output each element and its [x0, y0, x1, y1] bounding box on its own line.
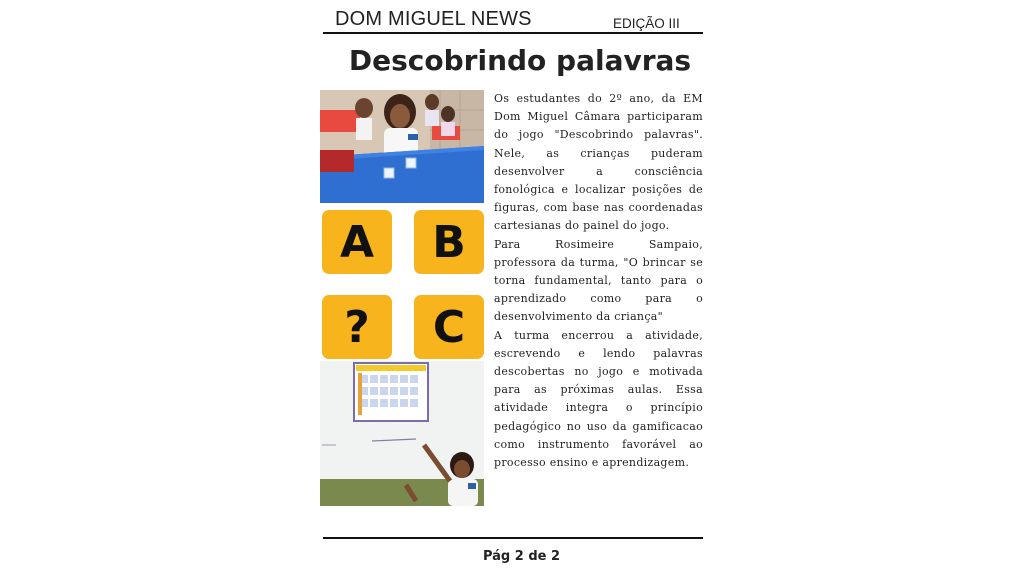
- letter-tile-c: C: [414, 295, 484, 359]
- letter-tile-question: ?: [322, 295, 392, 359]
- edition-label: EDIÇÃO III: [613, 16, 680, 31]
- letter-tiles-grid: [320, 203, 484, 361]
- newspaper-page: [320, 0, 704, 576]
- article-headline: Descobrindo palavras: [348, 44, 692, 77]
- bottom-divider: [323, 537, 703, 539]
- whiteboard-photo: [320, 361, 484, 506]
- letter-tile-a: A: [322, 210, 392, 274]
- letter-tile-b: B: [414, 210, 484, 274]
- top-divider: [323, 32, 703, 34]
- article-paragraph-2: Para Rosimeire Sampaio, professora da turma, "O brincar se torna fundamental, tanto para o aprendizado como para o desenvolvimento da criança": [494, 237, 703, 324]
- article-paragraph-3: A turma encerrou a atividade, escrevendo e lendo palavras descobertas no jogo e motivada para as próximas aulas. Essa atividade integra o princípio pedagógico no uso da gamificacao como instrumento favorável ao processo ensino e aprendizagem.: [494, 328, 703, 470]
- classroom-photo: [320, 90, 484, 203]
- article-paragraph-1: Os estudantes do 2º ano, da EM Dom Miguel Câmara participaram do jogo "Descobrindo palavras". Nele, as crianças puderam desenvolver a consciência fonológica e localizar posições de figuras, com base nas coordenadas cartesianas do painel do jogo.: [494, 92, 703, 233]
- article-body: [494, 90, 703, 472]
- page-number: Pág 2 de 2: [482, 549, 561, 564]
- masthead-title: DOM MIGUEL NEWS: [335, 8, 532, 30]
